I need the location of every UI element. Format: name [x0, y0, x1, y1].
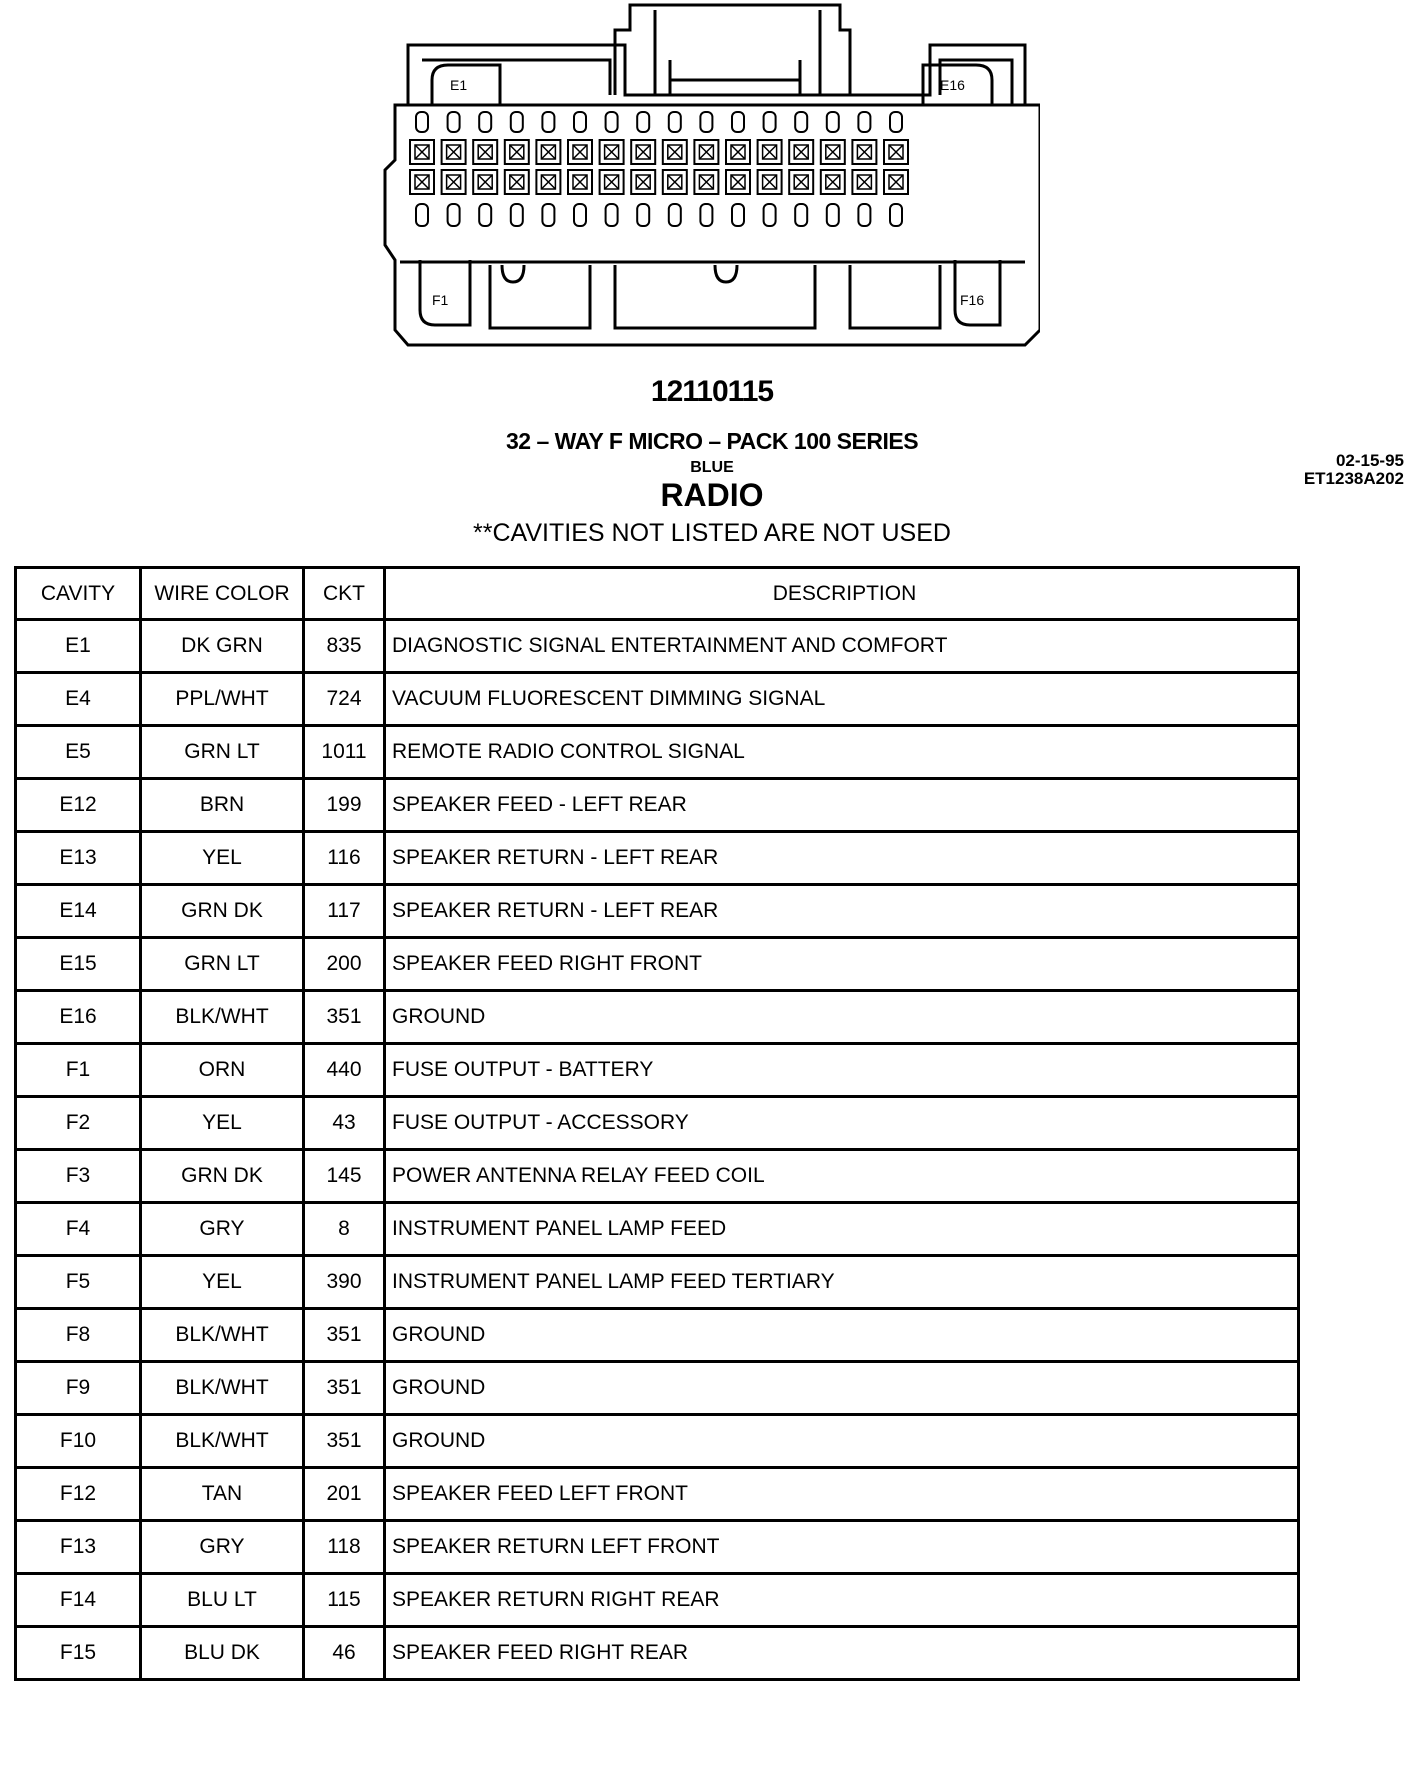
terminal-cavity-cross [605, 145, 619, 159]
ckt-cell: 835 [304, 620, 385, 673]
cavity-cell: F10 [16, 1415, 141, 1468]
ckt-cell: 390 [304, 1256, 385, 1309]
terminal-cavity-cross [889, 175, 903, 189]
connector-key [850, 265, 940, 328]
terminal-slot [574, 112, 586, 132]
column-header-ckt: CKT [304, 568, 385, 620]
terminal-cavity-cross [699, 175, 713, 189]
cavity-cell: F13 [16, 1521, 141, 1574]
cavity-cell: F9 [16, 1362, 141, 1415]
table-row [16, 1203, 1299, 1256]
wire-color-cell: GRN LT [141, 938, 304, 991]
terminal-cavity-cross [763, 145, 777, 159]
terminal-cavity-cross [699, 145, 713, 159]
wire-color-cell: GRY [141, 1203, 304, 1256]
terminal-cavity-cross [794, 175, 808, 189]
connector-series: 32 – WAY F MICRO – PACK 100 SERIES [505, 428, 919, 454]
wire-color-cell: YEL [141, 1097, 304, 1150]
table-row [16, 991, 1299, 1044]
unused-cavities-note: **CAVITIES NOT LISTED ARE NOT USED [473, 519, 951, 547]
wire-color-cell: BLU LT [141, 1574, 304, 1627]
terminal-cavity-cross [794, 145, 808, 159]
ckt-cell: 351 [304, 991, 385, 1044]
wire-color-cell: TAN [141, 1468, 304, 1521]
table-row [16, 620, 1299, 673]
terminal-slot [669, 204, 681, 226]
table-row [16, 885, 1299, 938]
terminal-slot [637, 204, 649, 226]
description-cell: SPEAKER RETURN - LEFT REAR [385, 885, 1299, 938]
description-cell: GROUND [385, 991, 1299, 1044]
cavity-cell: F8 [16, 1309, 141, 1362]
description-cell: GROUND [385, 1309, 1299, 1362]
description-cell: POWER ANTENNA RELAY FEED COIL [385, 1150, 1299, 1203]
table-row [16, 1097, 1299, 1150]
date-code [1304, 452, 1404, 488]
terminal-cavity-cross [857, 175, 871, 189]
ckt-cell: 440 [304, 1044, 385, 1097]
description-cell: SPEAKER RETURN RIGHT REAR [385, 1574, 1299, 1627]
ckt-cell: 351 [304, 1309, 385, 1362]
table-row [16, 1521, 1299, 1574]
ckt-cell: 145 [304, 1150, 385, 1203]
cavity-cell: F1 [16, 1044, 141, 1097]
table-row [16, 1362, 1299, 1415]
cavity-label-f1: F1 [432, 292, 449, 308]
terminal-slot [479, 204, 491, 226]
terminal-slot [416, 112, 428, 132]
description-cell: GROUND [385, 1362, 1299, 1415]
cavity-label-e16: E16 [940, 77, 965, 93]
terminal-cavity-cross [668, 145, 682, 159]
terminal-slot [479, 112, 491, 132]
terminal-slot [448, 204, 460, 226]
table-row [16, 1309, 1299, 1362]
cavity-label-e1: E1 [450, 77, 468, 93]
cavity-cell: F2 [16, 1097, 141, 1150]
wire-color-cell: ORN [141, 1044, 304, 1097]
ckt-cell: 46 [304, 1627, 385, 1680]
table-row [16, 1044, 1299, 1097]
description-cell: GROUND [385, 1415, 1299, 1468]
table-header-row [16, 568, 1299, 620]
terminal-slot [606, 112, 618, 132]
terminal-cavity-cross [447, 145, 461, 159]
drawing-code: ET1238A202 [1303, 469, 1404, 488]
wire-color-cell: GRN LT [141, 726, 304, 779]
terminal-cavity-cross [447, 175, 461, 189]
description-cell: FUSE OUTPUT - ACCESSORY [385, 1097, 1299, 1150]
cavity-label-f16: F16 [960, 292, 985, 308]
wire-color-cell: GRY [141, 1521, 304, 1574]
table-row [16, 673, 1299, 726]
terminal-cavity-cross [826, 145, 840, 159]
description-cell: REMOTE RADIO CONTROL SIGNAL [385, 726, 1299, 779]
ckt-cell: 1011 [304, 726, 385, 779]
cavity-cell: F14 [16, 1574, 141, 1627]
table-row [16, 726, 1299, 779]
terminal-slot [890, 112, 902, 132]
terminal-cavity-cross [510, 145, 524, 159]
ckt-cell: 117 [304, 885, 385, 938]
terminal-cavity-cross [478, 175, 492, 189]
description-cell: SPEAKER FEED - LEFT REAR [385, 779, 1299, 832]
wire-color-cell: GRN DK [141, 1150, 304, 1203]
ckt-cell: 200 [304, 938, 385, 991]
table-row [16, 1574, 1299, 1627]
description-cell: SPEAKER FEED RIGHT REAR [385, 1627, 1299, 1680]
terminal-slot [827, 112, 839, 132]
terminal-cavity-cross [763, 175, 777, 189]
terminal-cavity-cross [731, 145, 745, 159]
table-row [16, 1468, 1299, 1521]
cavity-cell: E16 [16, 991, 141, 1044]
description-cell: SPEAKER RETURN LEFT FRONT [385, 1521, 1299, 1574]
terminal-cavity-cross [415, 145, 429, 159]
cavity-cell: F12 [16, 1468, 141, 1521]
terminal-slot [764, 204, 776, 226]
cavity-cell: E12 [16, 779, 141, 832]
terminal-cavity-cross [510, 175, 524, 189]
connector-color: BLUE [690, 459, 734, 476]
cavity-cell: E4 [16, 673, 141, 726]
description-cell: SPEAKER RETURN - LEFT REAR [385, 832, 1299, 885]
component-name: RADIO [660, 477, 764, 513]
cavity-cell: E14 [16, 885, 141, 938]
table-row [16, 1415, 1299, 1468]
terminal-slot [416, 204, 428, 226]
wire-color-cell: YEL [141, 832, 304, 885]
wire-color-cell: BLK/WHT [141, 1362, 304, 1415]
cavity-cell: E15 [16, 938, 141, 991]
terminal-slot [542, 112, 554, 132]
terminal-slot [637, 112, 649, 132]
terminal-cavity-cross [857, 145, 871, 159]
ckt-cell: 351 [304, 1362, 385, 1415]
terminal-slot [764, 112, 776, 132]
pinout-table [14, 566, 1300, 1681]
terminal-cavity-cross [826, 175, 840, 189]
ckt-cell: 351 [304, 1415, 385, 1468]
terminal-slot [669, 112, 681, 132]
terminal-cavity-cross [573, 175, 587, 189]
ckt-cell: 118 [304, 1521, 385, 1574]
description-cell: SPEAKER FEED LEFT FRONT [385, 1468, 1299, 1521]
ckt-cell: 201 [304, 1468, 385, 1521]
terminal-cavity-cross [415, 175, 429, 189]
terminal-cavity-cross [636, 145, 650, 159]
terminal-cavity-cross [541, 175, 555, 189]
wire-color-cell: BLK/WHT [141, 991, 304, 1044]
description-cell: DIAGNOSTIC SIGNAL ENTERTAINMENT AND COMFORT [385, 620, 1299, 673]
cavity-cell: E1 [16, 620, 141, 673]
terminal-cavity-cross [541, 145, 555, 159]
wire-color-cell: BRN [141, 779, 304, 832]
terminal-slot [795, 204, 807, 226]
description-cell: INSTRUMENT PANEL LAMP FEED TERTIARY [385, 1256, 1299, 1309]
terminal-slot [890, 204, 902, 226]
column-header-cavity: CAVITY [16, 568, 141, 620]
description-cell: FUSE OUTPUT - BATTERY [385, 1044, 1299, 1097]
terminal-slot [574, 204, 586, 226]
connector-key [490, 265, 590, 328]
terminal-slot [511, 204, 523, 226]
cavity-cell: F3 [16, 1150, 141, 1203]
terminal-slot [511, 112, 523, 132]
wire-color-cell: PPL/WHT [141, 673, 304, 726]
ckt-cell: 724 [304, 673, 385, 726]
wire-color-cell: BLU DK [141, 1627, 304, 1680]
cavity-cell: E5 [16, 726, 141, 779]
terminal-cavity-cross [605, 175, 619, 189]
connector-diagram [380, 0, 1040, 360]
wire-color-cell: GRN DK [141, 885, 304, 938]
terminal-slot [827, 204, 839, 226]
terminal-cavity-cross [668, 175, 682, 189]
description-cell: SPEAKER FEED RIGHT FRONT [385, 938, 1299, 991]
table-row [16, 1256, 1299, 1309]
part-number: 12110115 [650, 375, 774, 408]
terminal-cavity-cross [636, 175, 650, 189]
terminal-slot [732, 112, 744, 132]
terminal-slot [606, 204, 618, 226]
table-row [16, 832, 1299, 885]
terminal-cavity-cross [573, 145, 587, 159]
ckt-cell: 199 [304, 779, 385, 832]
table-row [16, 1627, 1299, 1680]
ckt-cell: 43 [304, 1097, 385, 1150]
table-row [16, 1150, 1299, 1203]
cavity-cell: F5 [16, 1256, 141, 1309]
table-row [16, 938, 1299, 991]
terminal-cavity-cross [478, 145, 492, 159]
ckt-cell: 8 [304, 1203, 385, 1256]
description-cell: VACUUM FLUORESCENT DIMMING SIGNAL [385, 673, 1299, 726]
column-header-wire-color: WIRE COLOR [141, 568, 304, 620]
cavity-cell: F15 [16, 1627, 141, 1680]
terminal-slot [700, 112, 712, 132]
table-row [16, 779, 1299, 832]
terminal-slot [858, 204, 870, 226]
terminal-slot [542, 204, 554, 226]
ckt-cell: 115 [304, 1574, 385, 1627]
terminal-cavity-cross [889, 145, 903, 159]
ckt-cell: 116 [304, 832, 385, 885]
column-header-description: DESCRIPTION [385, 568, 1299, 620]
terminal-cavity-cross [731, 175, 745, 189]
cavity-cell: F4 [16, 1203, 141, 1256]
pinout-table-body [16, 620, 1299, 1680]
cavity-grid [410, 112, 908, 226]
terminal-slot [795, 112, 807, 132]
wire-color-cell: BLK/WHT [141, 1415, 304, 1468]
wire-color-cell: BLK/WHT [141, 1309, 304, 1362]
terminal-slot [448, 112, 460, 132]
wire-color-cell: YEL [141, 1256, 304, 1309]
terminal-slot [700, 204, 712, 226]
description-cell: INSTRUMENT PANEL LAMP FEED [385, 1203, 1299, 1256]
terminal-slot [858, 112, 870, 132]
terminal-slot [732, 204, 744, 226]
wire-color-cell: DK GRN [141, 620, 304, 673]
cavity-cell: E13 [16, 832, 141, 885]
revision-date: 02-15-95 [1335, 451, 1404, 470]
